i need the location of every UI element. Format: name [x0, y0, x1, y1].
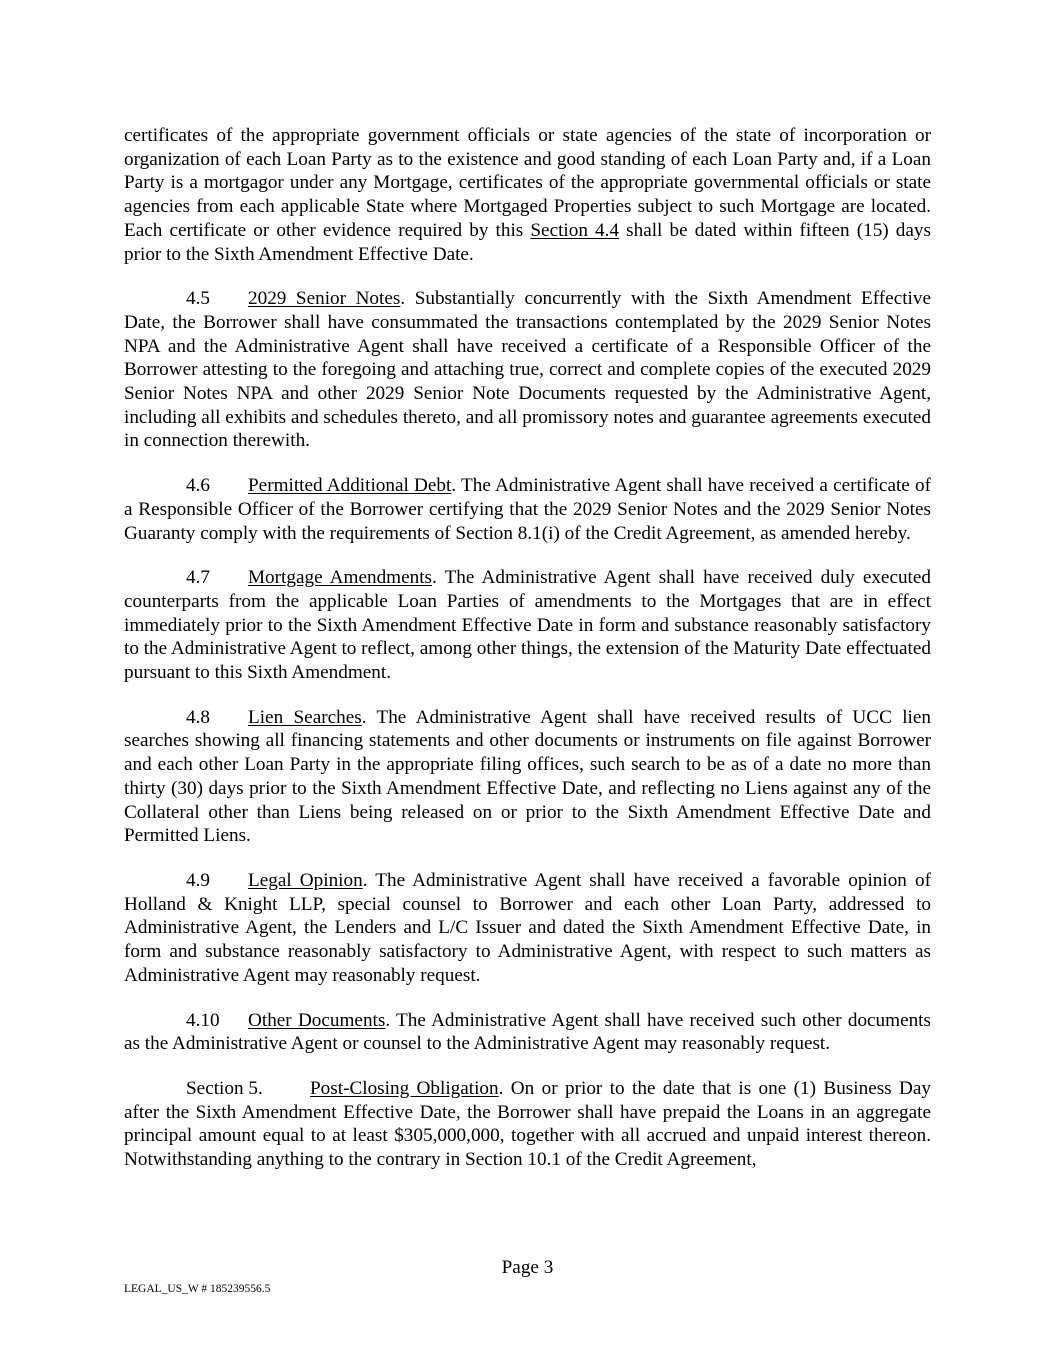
intro-text-after: shall be dated within fifteen (15) days prior to the Sixth Amendment Effective Date. — [124, 219, 931, 265]
document-id: LEGAL_US_W # 185239556.5 — [124, 1283, 271, 1295]
section-body: . The Administrative Agent shall have received a certificate of a Responsible Officer of the Borrower certifying that the 2029 Senior Notes and the 2029 Senior Notes Guaranty comply with the requirements of Section 8.1(i) of the Credit Agreement, as amended hereby. — [124, 475, 931, 544]
page-number: Page 3 — [501, 1257, 554, 1278]
intro-text-before: certificates of the appropriate government officials or state agencies of the state of incorporation or organization of each Loan Party as to the existence and good standing of each Loan Party and, if a Loan Party is a mortgagor under any Mortgage, certificates of the appropriate governmental officials or state agencies from each applicable State where Mortgaged Properties subject to such Mortgage are located. Each certificate or other evidence required by this — [124, 125, 931, 241]
section-4-7 — [124, 566, 931, 685]
section-body: . The Administrative Agent shall have received duly executed counterparts from the applicable Loan Parties of amendments to the Mortgages that are in effect immediately prior to the Sixth Amendment Effective Date in form and substance reasonably satisfactory to the Administrative Agent to reflect, among other things, the extension of the Maturity Date effectuated pursuant to this Sixth Amendment. — [124, 567, 931, 684]
section-heading: Post-Closing Obligation — [310, 1077, 499, 1099]
section-number: Section 5. — [186, 1077, 263, 1099]
section-number: 4.9 — [186, 869, 210, 891]
section-body: . The Administrative Agent shall have received such other documents as the Administrative Agent or counsel to the Administrative Agent may reasonably request. — [124, 1009, 931, 1055]
section-4-5 — [124, 287, 931, 453]
section-heading: 2029 Senior Notes — [248, 288, 401, 310]
section-number: 4.7 — [186, 567, 210, 589]
section-4-8 — [124, 706, 931, 848]
section-heading: Other Documents — [248, 1009, 386, 1031]
section-4-6 — [124, 474, 931, 545]
document-body — [124, 124, 931, 1172]
intro-paragraph — [124, 124, 931, 266]
section-4-9 — [124, 869, 931, 988]
section-reference-link: Section 4.4 — [530, 219, 620, 241]
section-body: . On or prior to the date that is one (1) Business Day after the Sixth Amendment Effective Date, the Borrower shall have prepaid the Loans in an aggregate principal amount equal to at least $305,000,000, together with all accrued and unpaid interest thereon. Notwithstanding anything to the contrary in Section 10.1 of the Credit Agreement, — [124, 1077, 931, 1171]
section-number: 4.8 — [186, 706, 210, 728]
section-heading: Lien Searches — [248, 706, 362, 728]
section-body: . The Administrative Agent shall have received a favorable opinion of Holland & Knight LLP, special counsel to Borrower and each other Loan Party, addressed to Administrative Agent, the Lenders and L/C Issuer and dated the Sixth Amendment Effective Date, in form and substance reasonably satisfactory to Administrative Agent, with respect to such matters as Administrative Agent may reasonably request. — [124, 869, 931, 986]
section-heading: Legal Opinion — [248, 869, 363, 891]
section-body: . Substantially concurrently with the Sixth Amendment Effective Date, the Borrower shall have consummated the transactions contemplated by the 2029 Senior Notes NPA and the Administrative Agent shall have received a certificate of a Responsible Officer of the Borrower attesting to the foregoing and attaching true, correct and complete copies of the executed 2029 Senior Notes NPA and other 2029 Senior Note Documents requested by the Administrative Agent, including all exhibits and schedules thereto, and all promissory notes and guarantee agreements executed in connection therewith. — [124, 288, 931, 452]
section-number: 4.5 — [186, 288, 210, 310]
section-heading: Permitted Additional Debt — [248, 475, 452, 497]
section-body: . The Administrative Agent shall have received results of UCC lien searches showing all financing statements and other documents or instruments on file against Borrower and each other Loan Party in the appropriate filing offices, such search to be as of a date no more than thirty (30) days prior to the Sixth Amendment Effective Date, and reflecting no Liens against any of the Collateral other than Liens being released on or prior to the Sixth Amendment Effective Date and Permitted Liens. — [124, 706, 931, 847]
section-4-10 — [124, 1009, 931, 1056]
section-5 — [124, 1077, 931, 1172]
section-heading: Mortgage Amendments — [248, 567, 432, 589]
section-number: 4.10 — [186, 1009, 220, 1031]
section-number: 4.6 — [186, 475, 210, 497]
